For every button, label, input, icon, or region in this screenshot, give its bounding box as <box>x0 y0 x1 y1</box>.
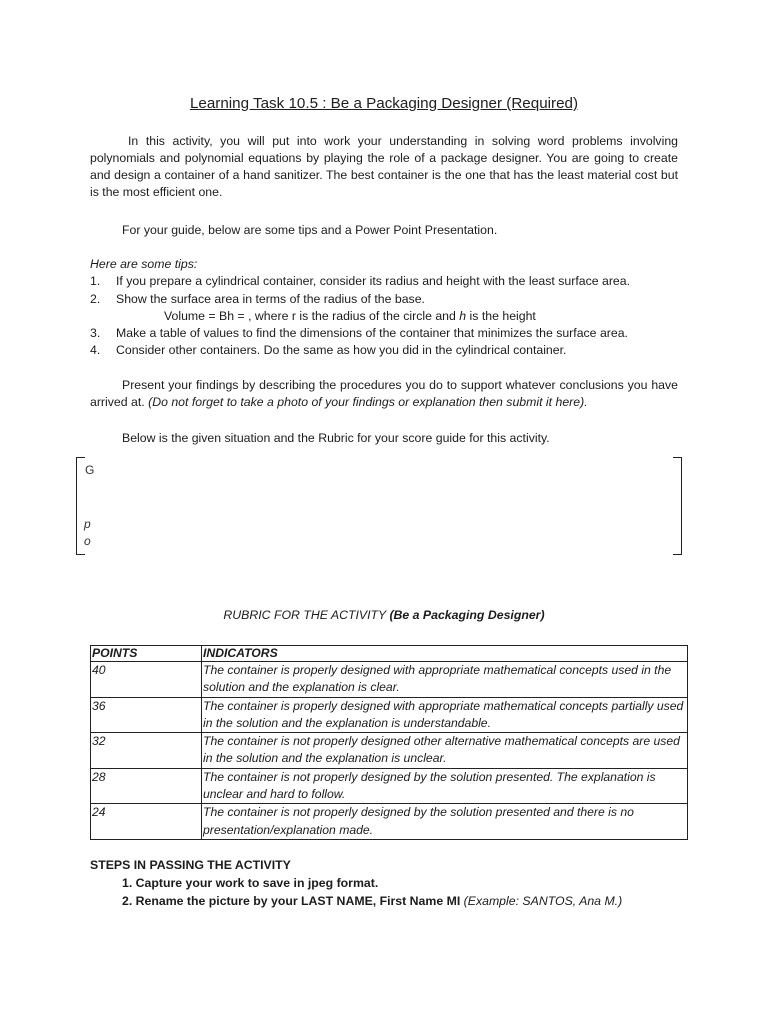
tips-heading: Here are some tips: <box>90 257 198 271</box>
indicator-cell: The container is properly designed with appropriate mathematical concepts used in the solution and the explanation is clear. <box>202 662 688 698</box>
points-cell: 36 <box>91 697 202 733</box>
indicator-cell: The container is not properly designed other alternative mathematical concepts are used in the solution and the explanation is unclear. <box>202 733 688 769</box>
indicator-cell: The container is properly designed with appropriate mathematical concepts partially used in the solution and the explanation is understandable. <box>202 697 688 733</box>
bracket-right <box>673 457 682 555</box>
table-row <box>91 733 688 769</box>
below-paragraph: Below is the given situation and the Rubric for your score guide for this activity. <box>122 431 550 445</box>
tip-item <box>90 273 690 290</box>
submission-note: (Do not forget to take a photo of your findings or explanation then submit it here). <box>148 395 588 409</box>
tip-text: Show the surface area in terms of the radius of the base. <box>116 291 425 306</box>
step-item: 1. Capture your work to save in jpeg format. <box>122 876 379 890</box>
points-cell: 28 <box>91 768 202 804</box>
volume-formula-line: Volume = Bh = , where r is the radius of the circle and h is the height <box>164 308 536 323</box>
clipped-text-fragment: G <box>85 463 95 477</box>
table-row <box>91 697 688 733</box>
step-item: 2. Rename the picture by your LAST NAME, First Name MI (Example: SANTOS, Ana M.) <box>122 894 623 908</box>
tips-section <box>90 256 690 360</box>
tip-text: Consider other containers. Do the same as how you did in the cylindrical container. <box>116 343 567 358</box>
tip-number: 2. <box>90 291 101 306</box>
page-title: Learning Task 10.5 : Be a Packaging Designer (Required) <box>189 95 579 112</box>
steps-section <box>90 856 690 910</box>
steps-heading: STEPS IN PASSING THE ACTIVITY <box>90 858 291 872</box>
tip-number: 1. <box>90 274 101 289</box>
tip-number: 4. <box>90 343 101 358</box>
clipped-text-fragment: p <box>84 517 91 531</box>
example-text: (Example: SANTOS, Ana M.) <box>463 894 623 908</box>
points-cell: 24 <box>91 804 202 840</box>
tip-item <box>90 342 690 359</box>
table-row <box>91 662 688 698</box>
rubric-table <box>90 645 688 840</box>
table-row <box>91 768 688 804</box>
table-header-row <box>91 646 688 662</box>
guide-paragraph: For your guide, below are some tips and a Power Point Presentation. <box>122 223 498 237</box>
present-paragraph: Present your findings by describing the procedures you do to support whatever conclusions you have arrived at. (Do not forget to take a photo of your findings or explanation then submit it here). <box>90 378 678 409</box>
rubric-title: RUBRIC FOR THE ACTIVITY (Be a Packaging Designer) <box>223 608 545 622</box>
table-row <box>91 804 688 840</box>
indicator-cell: The container is not properly designed by the solution presented. The explanation is unclear and hard to follow. <box>202 768 688 804</box>
tip-number: 3. <box>90 326 101 341</box>
points-cell: 40 <box>91 662 202 698</box>
column-header-points: POINTS <box>91 646 202 662</box>
points-cell: 32 <box>91 733 202 769</box>
tip-text: Make a table of values to find the dimensions of the container that minimizes the surface area. <box>116 326 628 341</box>
intro-paragraph: In this activity, you will put into work your understanding in solving word problems involving polynomials and polynomial equations by playing the role of a package designer. You are going to create and design a container of a hand sanitizer. The best container is the one that has the least material cost but is the most efficient one. <box>90 134 678 199</box>
indicator-cell: The container is not properly designed by the solution presented and there is no presentation/explanation made. <box>202 804 688 840</box>
tip-text: If you prepare a cylindrical container, consider its radius and height with the least surface area. <box>116 274 631 289</box>
clipped-text-fragment: o <box>84 534 91 548</box>
column-header-indicators: INDICATORS <box>202 646 688 662</box>
tip-item <box>90 325 690 342</box>
tip-item <box>90 291 690 308</box>
situation-box <box>76 457 682 555</box>
